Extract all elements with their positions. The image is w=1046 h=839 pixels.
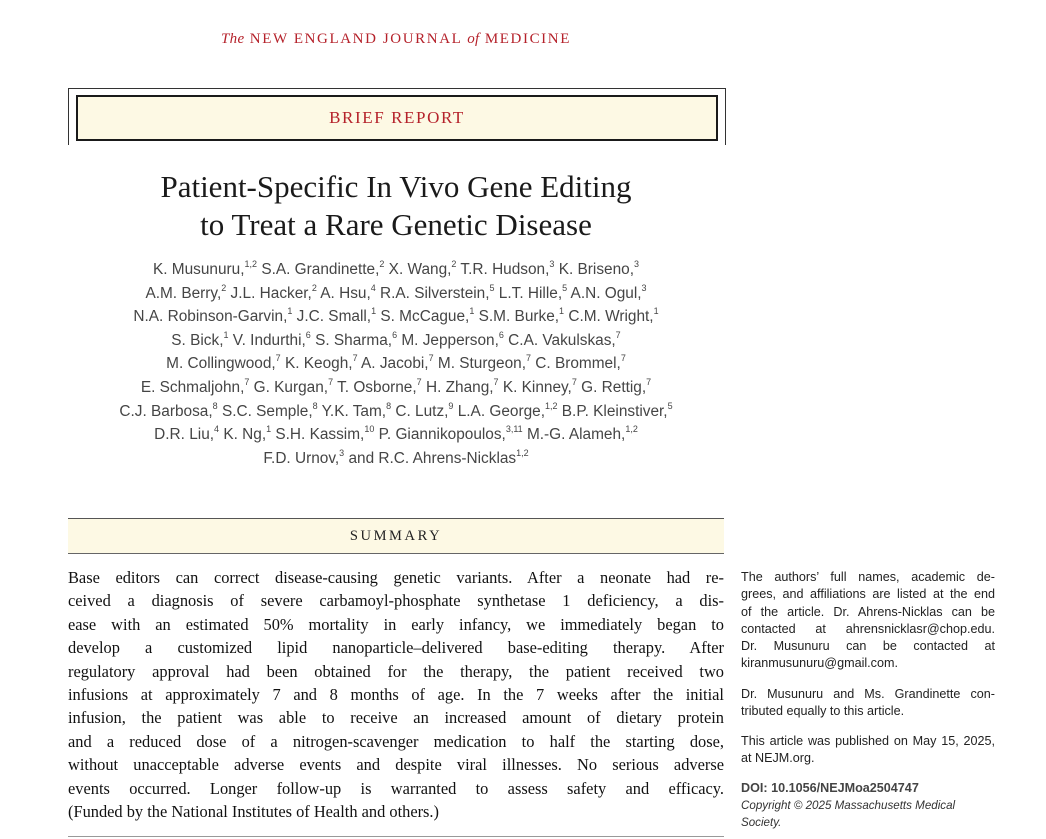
sidebar-line: grees, and affiliations are listed at the end xyxy=(741,587,995,602)
affiliation-superscript: 8 xyxy=(386,400,392,411)
journal-the: The xyxy=(221,31,245,47)
affiliation-superscript: 10 xyxy=(364,424,375,435)
affiliation-superscript: 7 xyxy=(428,353,434,364)
author-name: B.P. Kleinstiver, xyxy=(557,402,668,420)
title-line-2: to Treat a Rare Genetic Disease xyxy=(200,207,592,242)
affiliation-superscript: 1 xyxy=(266,424,272,435)
abstract-line: Base editors can correct disease-causing genetic variants. After a neonate had re- xyxy=(68,568,724,587)
abstract-line: (Funded by the National Institutes of Health and others.) xyxy=(68,802,439,822)
author-name: M. Jepperson, xyxy=(397,331,499,349)
affiliation-superscript: 6 xyxy=(305,329,311,340)
author-line xyxy=(68,376,724,400)
author-name: M. Collingwood, xyxy=(166,355,276,373)
author-name: K. Musunuru, xyxy=(152,261,245,278)
affiliation-superscript: 1 xyxy=(287,306,293,317)
author-name: H. Zhang, xyxy=(421,378,494,396)
abstract-text xyxy=(68,566,724,823)
author-name: R.A. Silverstein, xyxy=(375,284,490,302)
author-name: D.R. Liu, xyxy=(154,426,215,444)
author-name: and R.C. Ahrens-Nicklas xyxy=(344,449,517,467)
author-name: E. Schmaljohn, xyxy=(140,378,245,396)
author-name: C.A. Vakulskas, xyxy=(503,331,616,349)
journal-of: of xyxy=(467,31,480,47)
affiliation-superscript: 1,2 xyxy=(625,424,638,435)
abstract-line: ceived a diagnosis of severe carbamoyl-phosphate synthetase 1 deficiency, a dis- xyxy=(68,591,724,611)
author-name: S. Bick, xyxy=(171,331,224,349)
author-name: K. Ng, xyxy=(219,426,267,444)
author-name: S.A. Grandinette, xyxy=(257,261,380,278)
affiliation-superscript: 7 xyxy=(615,329,621,340)
author-name: S.C. Semple, xyxy=(217,402,313,420)
affiliation-superscript: 7 xyxy=(244,376,250,387)
author-name: J.C. Small, xyxy=(292,308,372,326)
abstract-line: infusions at approximately 7 and 8 months of age. In the 7 weeks after the initial xyxy=(68,685,724,705)
affiliation-superscript: 2 xyxy=(379,259,385,269)
doi-link[interactable]: DOI: 10.1056/NEJMoa2504747 xyxy=(741,781,919,795)
abstract-line: infusion, the patient was able to receive an increased amount of dietary protein xyxy=(68,708,724,728)
affiliation-superscript: 4 xyxy=(370,282,376,293)
summary-label: SUMMARY xyxy=(349,527,443,544)
author-name: T.R. Hudson, xyxy=(456,261,550,278)
affiliation-superscript: 1 xyxy=(223,329,229,340)
sidebar-line: tributed equally to this article. xyxy=(741,704,905,719)
affiliation-superscript: 2 xyxy=(221,282,227,293)
section-label-box xyxy=(76,95,718,141)
author-name: K. Keogh, xyxy=(280,355,353,373)
affiliation-superscript: 3 xyxy=(641,282,647,293)
affiliation-superscript: 7 xyxy=(275,353,281,364)
sidebar-line: This article was published on May 15, 2025, xyxy=(741,734,995,748)
affiliation-superscript: 1 xyxy=(559,306,565,317)
author-name: V. Indurthi, xyxy=(228,331,306,349)
affiliation-superscript: 6 xyxy=(392,329,398,340)
author-line xyxy=(68,258,724,282)
journal-name-part1: NEW ENGLAND JOURNAL xyxy=(249,31,462,47)
affiliation-superscript: 7 xyxy=(493,376,499,387)
equal-contribution-note xyxy=(741,686,995,721)
author-name: C. Lutz, xyxy=(391,402,449,420)
author-name: C.J. Barbosa, xyxy=(119,402,213,420)
journal-masthead xyxy=(0,31,792,48)
affiliation-superscript: 7 xyxy=(328,376,334,387)
affiliation-superscript: 4 xyxy=(214,424,220,435)
affiliation-superscript: 7 xyxy=(352,353,358,364)
author-line xyxy=(68,329,724,353)
author-name: S. McCague, xyxy=(376,308,470,326)
affiliation-superscript: 5 xyxy=(489,282,495,293)
author-line xyxy=(68,305,724,329)
sidebar-line: at NEJM.org. xyxy=(741,751,815,766)
affiliation-superscript: 6 xyxy=(498,329,504,340)
publication-date-note xyxy=(741,733,995,768)
abstract-line: develop a customized lipid nanoparticle–delivered base-editing therapy. After xyxy=(68,638,724,658)
abstract-line: and a reduced dose of a nitrogen-scavenger medication to half the starting dose, xyxy=(68,731,724,751)
author-name: M.-G. Alameh, xyxy=(522,426,626,444)
affiliation-superscript: 7 xyxy=(416,376,422,387)
affiliation-superscript: 3 xyxy=(549,259,555,269)
affiliation-superscript: 1,2 xyxy=(516,447,529,458)
copyright-notice: Copyright © 2025 Massachusetts Medical Society. xyxy=(741,799,956,830)
title-line-1: Patient-Specific In Vivo Gene Editing xyxy=(160,169,632,204)
sidebar-line: Dr. Musunuru can be contacted at xyxy=(741,639,995,654)
author-name: G. Kurgan, xyxy=(249,378,329,396)
sidebar-line: Dr. Musunuru and Ms. Grandinette con- xyxy=(741,687,995,701)
author-name: T. Osborne, xyxy=(333,378,417,396)
author-name: F.D. Urnov, xyxy=(263,449,340,467)
bottom-divider xyxy=(68,836,724,837)
affiliation-superscript: 8 xyxy=(312,400,318,411)
author-name: K. Kinney, xyxy=(498,378,572,396)
affiliation-superscript: 5 xyxy=(667,400,673,411)
author-name: X. Wang, xyxy=(384,261,452,278)
affiliation-superscript: 1 xyxy=(371,306,377,317)
author-name: A. Hsu, xyxy=(316,284,371,302)
affiliation-superscript: 3,11 xyxy=(505,424,523,435)
author-name: M. Sturgeon, xyxy=(433,355,526,373)
author-name: K. Briseno, xyxy=(554,261,634,278)
author-name: S.H. Kassim, xyxy=(271,426,365,444)
affiliation-superscript: 3 xyxy=(339,447,345,458)
author-name: Y.K. Tam, xyxy=(317,402,387,420)
author-name: G. Rettig, xyxy=(576,378,647,396)
affiliation-superscript: 1,2 xyxy=(244,259,258,269)
sidebar-line: The authors’ full names, academic de- xyxy=(741,570,995,584)
abstract-line: ease with an estimated 50% mortality in early infancy, we immediately began to xyxy=(68,614,724,634)
sidebar-line: contacted at ahrensnicklasr@chop.edu. xyxy=(741,621,995,636)
sidebar-line: of the article. Dr. Ahrens-Nicklas can be xyxy=(741,604,995,619)
sidebar-line: kiranmusunuru@gmail.com. xyxy=(741,656,898,671)
author-name: S.M. Burke, xyxy=(474,308,560,326)
author-name: L.T. Hille, xyxy=(494,284,563,302)
author-name: A.M. Berry, xyxy=(145,284,222,302)
summary-header xyxy=(68,518,724,554)
author-name: A.N. Ogul, xyxy=(567,284,642,302)
article-title xyxy=(68,168,724,244)
author-name: N.A. Robinson-Garvin, xyxy=(133,308,288,326)
section-label: BRIEF REPORT xyxy=(329,108,465,127)
journal-name-part2: MEDICINE xyxy=(484,31,571,47)
affiliation-superscript: 7 xyxy=(646,376,652,387)
affiliation-superscript: 1,2 xyxy=(544,400,558,411)
abstract-line: events occurred. Longer follow-up is warranted to assess safety and efficacy. xyxy=(68,778,724,798)
affiliation-superscript: 8 xyxy=(212,400,218,411)
author-list xyxy=(68,258,724,470)
author-name: J.L. Hacker, xyxy=(226,284,312,302)
abstract-line: without unacceptable adverse events and despite viral illnesses. No serious adverse xyxy=(68,755,724,775)
author-line xyxy=(68,400,724,424)
author-name: C. Brommel, xyxy=(531,355,621,373)
author-line xyxy=(68,352,724,376)
author-line xyxy=(68,423,724,447)
affiliation-superscript: 5 xyxy=(562,282,568,293)
affiliation-superscript: 7 xyxy=(571,376,577,387)
affiliation-superscript: 7 xyxy=(526,353,532,364)
author-line xyxy=(68,282,724,306)
author-name: L.A. George, xyxy=(453,402,545,420)
affiliation-superscript: 2 xyxy=(451,259,457,269)
affiliation-superscript: 1 xyxy=(469,306,475,317)
affiliation-superscript: 1 xyxy=(653,306,659,317)
affiliation-superscript: 7 xyxy=(620,353,626,364)
affiliation-superscript: 2 xyxy=(311,282,317,293)
author-name: C.M. Wright, xyxy=(564,308,654,326)
author-line xyxy=(68,447,724,471)
affiliation-superscript: 9 xyxy=(448,400,454,411)
author-info-note xyxy=(741,569,995,673)
author-name: P. Giannikopoulos, xyxy=(374,426,506,444)
author-name: A. Jacobi, xyxy=(357,355,429,373)
abstract-line: regulatory approval had been obtained for the therapy, the patient received two xyxy=(68,661,724,681)
author-name: S. Sharma, xyxy=(310,331,393,349)
affiliation-superscript: 3 xyxy=(633,259,639,269)
